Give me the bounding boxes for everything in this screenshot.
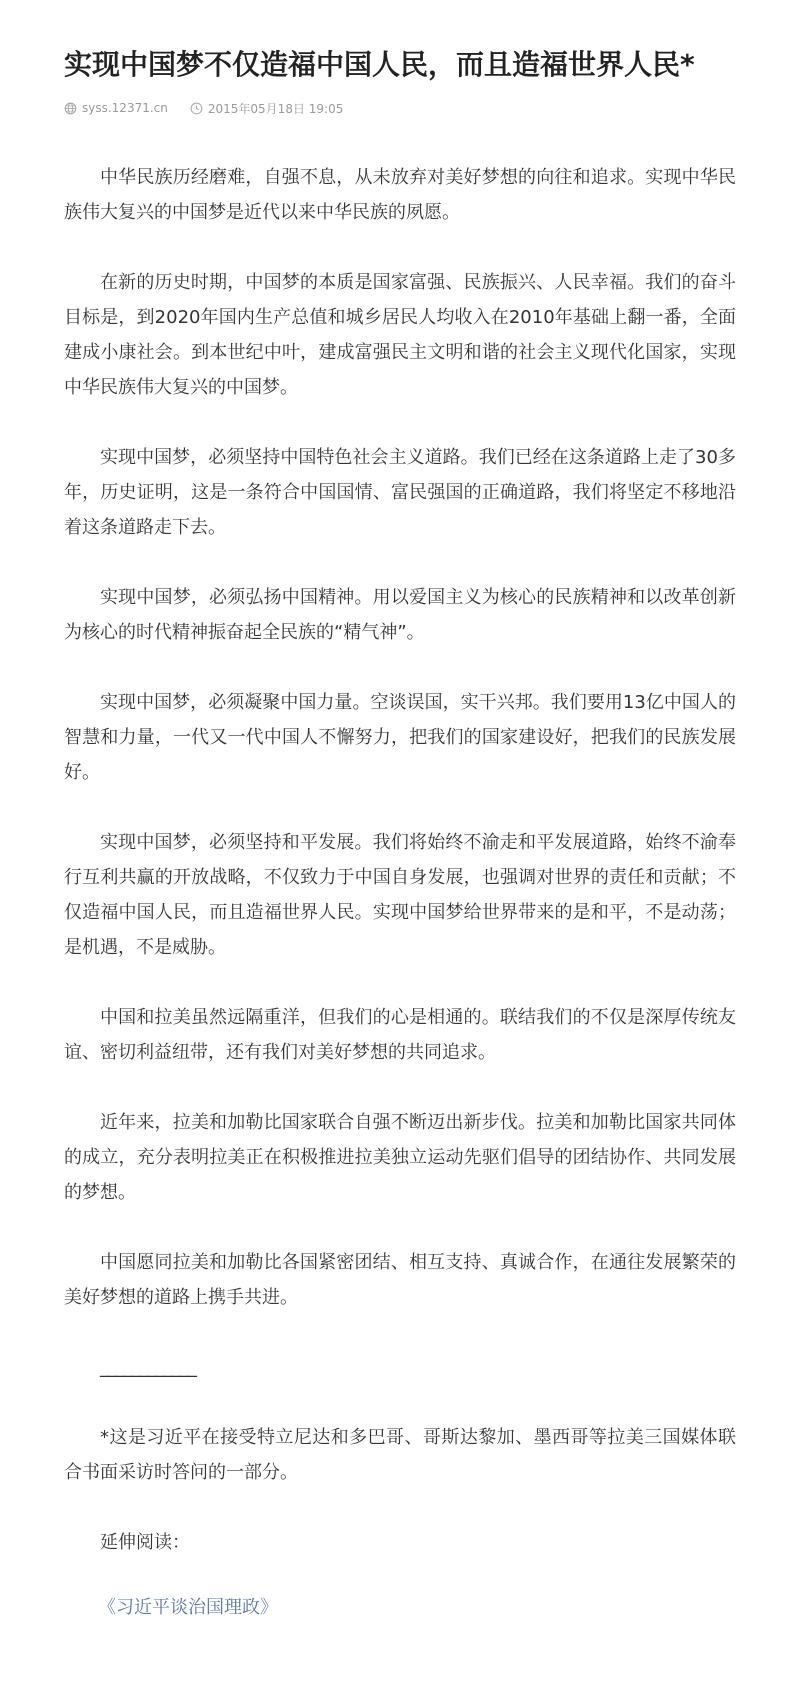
further-reading-label: 延伸阅读： (100, 1532, 190, 1553)
paragraph: 实现中国梦，必须坚持和平发展。我们将始终不渝走和平发展道路，始终不渝奉行互利共赢的开放战略，不仅致力于中国自身发展，也强调对世界的责任和贡献；不仅造福中国人民，而且造福世界人民。实现中国梦给世界带来的是和平，不是动荡；是机遇，不是威胁。 (64, 832, 736, 958)
article-meta (64, 98, 736, 118)
paragraph: 实现中国梦，必须坚持中国特色社会主义道路。我们已经在这条道路上走了30多年，历史证明，这是一条符合中国国情、富民强国的正确道路，我们将坚定不移地沿着这条道路走下去。 (64, 447, 736, 538)
source-meta (64, 101, 168, 115)
globe-icon (64, 102, 77, 115)
footnote: *这是习近平在接受特立尼达和多巴哥、哥斯达黎加、墨西哥等拉美三国媒体联合书面采访时答问的一部分。 (64, 1427, 736, 1483)
article-body (64, 160, 736, 1625)
paragraph: 中国和拉美虽然远隔重洋，但我们的心是相通的。联结我们的不仅是深厚传统友谊、密切利益纽带，还有我们对美好梦想的共同追求。 (64, 1007, 736, 1063)
article-title: 实现中国梦不仅造福中国人民，而且造福世界人民* (64, 48, 695, 81)
footnote-separator: ____________ (100, 1357, 196, 1378)
further-reading-link[interactable]: 《习近平谈治国理政》 (98, 1597, 278, 1618)
paragraph: 中国愿同拉美和加勒比各国紧密团结、相互支持、真诚合作，在通往发展繁荣的美好梦想的道路上携手共进。 (64, 1252, 736, 1308)
paragraph: 中华民族历经磨难，自强不息，从未放弃对美好梦想的向往和追求。实现中华民族伟大复兴的中国梦是近代以来中华民族的夙愿。 (64, 167, 736, 223)
clock-icon (190, 102, 203, 115)
paragraph: 近年来，拉美和加勒比国家联合自强不断迈出新步伐。拉美和加勒比国家共同体的成立，充分表明拉美正在积极推进拉美独立运动先驱们倡导的团结协作、共同发展的梦想。 (64, 1112, 736, 1203)
date-meta (190, 100, 343, 117)
paragraph: 在新的历史时期，中国梦的本质是国家富强、民族振兴、人民幸福。我们的奋斗目标是，到2020年国内生产总值和城乡居民人均收入在2010年基础上翻一番，全面建成小康社会。到本世纪中叶，建成富强民主文明和谐的社会主义现代化国家，实现中华民族伟大复兴的中国梦。 (64, 272, 736, 398)
date-text: 2015年05月18日 19:05 (207, 101, 344, 116)
paragraph: 实现中国梦，必须凝聚中国力量。空谈误国，实干兴邦。我们要用13亿中国人的智慧和力量，一代又一代中国人不懈努力，把我们的国家建设好，把我们的民族发展好。 (64, 692, 736, 783)
source-text: syss.12371.cn (82, 101, 168, 115)
paragraph: 实现中国梦，必须弘扬中国精神。用以爱国主义为核心的民族精神和以改革创新为核心的时代精神振奋起全民族的“精气神”。 (64, 587, 736, 643)
